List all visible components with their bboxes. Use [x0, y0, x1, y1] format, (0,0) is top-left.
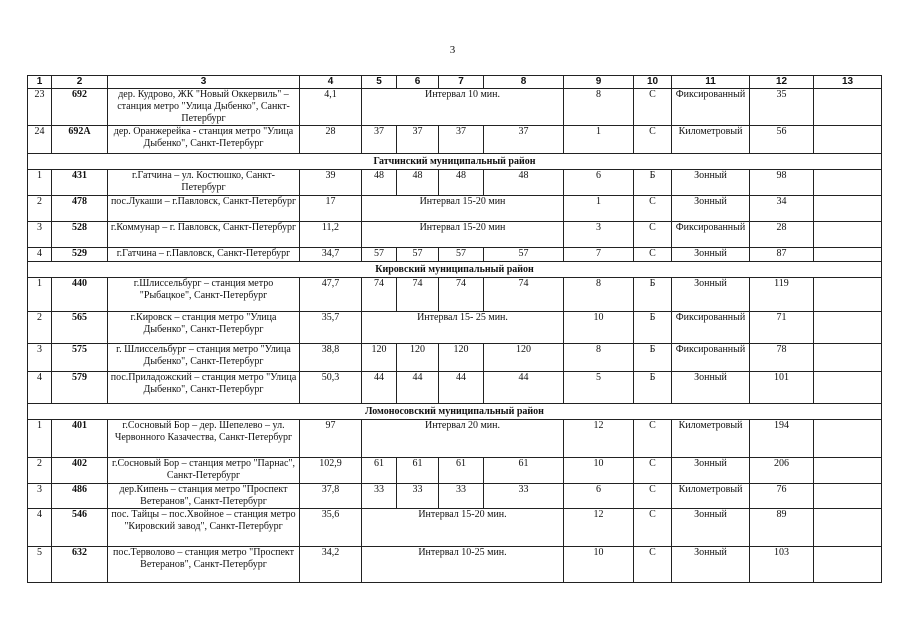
route-row	[28, 196, 882, 222]
route-name-cell: пос.Лукаши – г.Павловск, Санкт-Петербург	[108, 196, 300, 222]
routes-table-body	[28, 76, 882, 583]
route-length-cell: 17	[300, 196, 362, 222]
route-length-cell: 38,8	[300, 344, 362, 372]
col12-cell: 103	[750, 547, 814, 583]
schedule-cell: 74	[484, 278, 564, 312]
class-cell: Б	[634, 278, 672, 312]
route-row	[28, 372, 882, 404]
route-row	[28, 222, 882, 248]
interval-cell: Интервал 10 мин.	[362, 89, 564, 126]
col12-cell: 78	[750, 344, 814, 372]
schedule-cell: 33	[439, 484, 484, 509]
route-number-cell: 546	[52, 509, 108, 547]
route-row	[28, 126, 882, 154]
col13-cell	[814, 222, 882, 248]
route-row	[28, 547, 882, 583]
route-number-cell: 579	[52, 372, 108, 404]
route-length-cell: 4,1	[300, 89, 362, 126]
schedule-cell: 44	[362, 372, 397, 404]
route-length-cell: 50,3	[300, 372, 362, 404]
route-name-cell: г.Гатчина – г.Павловск, Санкт-Петербург	[108, 248, 300, 262]
schedule-cell: 61	[439, 458, 484, 484]
tariff-cell: Зонный	[672, 170, 750, 196]
vehicles-cell: 10	[564, 312, 634, 344]
route-name-cell: г.Сосновый Бор – дер. Шепелево – ул. Червонного Казачества, Санкт-Петербург	[108, 420, 300, 458]
class-cell: С	[634, 196, 672, 222]
col12-cell: 119	[750, 278, 814, 312]
col13-cell	[814, 372, 882, 404]
vehicles-cell: 8	[564, 89, 634, 126]
interval-cell: Интервал 10-25 мин.	[362, 547, 564, 583]
route-length-cell: 102,9	[300, 458, 362, 484]
row-number-cell: 24	[28, 126, 52, 154]
route-number-cell: 565	[52, 312, 108, 344]
tariff-cell: Фиксированный	[672, 222, 750, 248]
tariff-cell: Километровый	[672, 484, 750, 509]
row-number-cell: 4	[28, 509, 52, 547]
header-cell: 12	[750, 76, 814, 89]
header-cell: 5	[362, 76, 397, 89]
row-number-cell: 5	[28, 547, 52, 583]
row-number-cell: 23	[28, 89, 52, 126]
col12-cell: 56	[750, 126, 814, 154]
route-length-cell: 35,6	[300, 509, 362, 547]
schedule-cell: 44	[439, 372, 484, 404]
interval-cell: Интервал 15-20 мин	[362, 222, 564, 248]
schedule-cell: 48	[397, 170, 439, 196]
row-number-cell: 4	[28, 372, 52, 404]
schedule-cell: 120	[439, 344, 484, 372]
tariff-cell: Зонный	[672, 547, 750, 583]
tariff-cell: Зонный	[672, 278, 750, 312]
route-row	[28, 312, 882, 344]
row-number-cell: 2	[28, 312, 52, 344]
route-name-cell: г.Шлиссельбург – станция метро "Рыбацкое", Санкт-Петербург	[108, 278, 300, 312]
vehicles-cell: 3	[564, 222, 634, 248]
schedule-cell: 44	[484, 372, 564, 404]
route-name-cell: дер. Кудрово, ЖК "Новый Оккервиль" – станция метро "Улица Дыбенко", Санкт-Петербург	[108, 89, 300, 126]
col13-cell	[814, 458, 882, 484]
vehicles-cell: 10	[564, 547, 634, 583]
header-cell: 10	[634, 76, 672, 89]
interval-cell: Интервал 15-20 мин	[362, 196, 564, 222]
class-cell: Б	[634, 372, 672, 404]
schedule-cell: 37	[439, 126, 484, 154]
schedule-cell: 48	[362, 170, 397, 196]
col12-cell: 34	[750, 196, 814, 222]
route-length-cell: 11,2	[300, 222, 362, 248]
col13-cell	[814, 248, 882, 262]
col12-cell: 71	[750, 312, 814, 344]
schedule-cell: 120	[362, 344, 397, 372]
col12-cell: 101	[750, 372, 814, 404]
route-row	[28, 420, 882, 458]
schedule-cell: 74	[397, 278, 439, 312]
col13-cell	[814, 170, 882, 196]
route-name-cell: г.Кировск – станция метро "Улица Дыбенко", Санкт-Петербург	[108, 312, 300, 344]
schedule-cell: 57	[484, 248, 564, 262]
interval-cell: Интервал 15- 25 мин.	[362, 312, 564, 344]
vehicles-cell: 8	[564, 344, 634, 372]
class-cell: С	[634, 89, 672, 126]
vehicles-cell: 1	[564, 196, 634, 222]
schedule-cell: 33	[397, 484, 439, 509]
row-number-cell: 1	[28, 420, 52, 458]
class-cell: С	[634, 420, 672, 458]
route-name-cell: г.Сосновый Бор – станция метро "Парнас", Санкт-Петербург	[108, 458, 300, 484]
route-row	[28, 484, 882, 509]
col12-cell: 194	[750, 420, 814, 458]
route-name-cell: г. Шлиссельбург – станция метро "Улица Дыбенко", Санкт-Петербург	[108, 344, 300, 372]
schedule-cell: 74	[362, 278, 397, 312]
vehicles-cell: 1	[564, 126, 634, 154]
vehicles-cell: 6	[564, 484, 634, 509]
route-length-cell: 39	[300, 170, 362, 196]
route-number-cell: 431	[52, 170, 108, 196]
col13-cell	[814, 484, 882, 509]
class-cell: С	[634, 547, 672, 583]
col12-cell: 89	[750, 509, 814, 547]
route-name-cell: пос. Тайцы – пос.Хвойное – станция метро "Кировский завод", Санкт-Петербург	[108, 509, 300, 547]
route-name-cell: дер. Оранжерейка - станция метро "Улица Дыбенко", Санкт-Петербург	[108, 126, 300, 154]
route-length-cell: 28	[300, 126, 362, 154]
schedule-cell: 48	[439, 170, 484, 196]
route-length-cell: 34,7	[300, 248, 362, 262]
route-number-cell: 528	[52, 222, 108, 248]
header-cell: 7	[439, 76, 484, 89]
header-cell: 3	[108, 76, 300, 89]
district-section-row	[28, 154, 882, 170]
route-number-cell: 692А	[52, 126, 108, 154]
header-cell: 8	[484, 76, 564, 89]
tariff-cell: Фиксированный	[672, 89, 750, 126]
tariff-cell: Зонный	[672, 458, 750, 484]
tariff-cell: Зонный	[672, 248, 750, 262]
route-row	[28, 248, 882, 262]
col13-cell	[814, 126, 882, 154]
header-cell: 9	[564, 76, 634, 89]
schedule-cell: 61	[484, 458, 564, 484]
col12-cell: 87	[750, 248, 814, 262]
schedule-cell: 57	[439, 248, 484, 262]
district-title: Ломоносовский муниципальный район	[28, 404, 882, 420]
col12-cell: 28	[750, 222, 814, 248]
route-number-cell: 575	[52, 344, 108, 372]
col13-cell	[814, 312, 882, 344]
route-name-cell: пос.Приладожский – станция метро "Улица Дыбенко", Санкт-Петербург	[108, 372, 300, 404]
tariff-cell: Зонный	[672, 509, 750, 547]
col13-cell	[814, 196, 882, 222]
route-number-cell: 401	[52, 420, 108, 458]
route-number-cell: 440	[52, 278, 108, 312]
schedule-cell: 33	[484, 484, 564, 509]
col13-cell	[814, 547, 882, 583]
district-title: Гатчинский муниципальный район	[28, 154, 882, 170]
class-cell: С	[634, 248, 672, 262]
header-cell: 4	[300, 76, 362, 89]
route-number-cell: 692	[52, 89, 108, 126]
header-cell: 6	[397, 76, 439, 89]
schedule-cell: 37	[397, 126, 439, 154]
class-cell: Б	[634, 170, 672, 196]
header-cell: 13	[814, 76, 882, 89]
district-section-row	[28, 262, 882, 278]
class-cell: С	[634, 222, 672, 248]
class-cell: С	[634, 484, 672, 509]
route-number-cell: 478	[52, 196, 108, 222]
row-number-cell: 3	[28, 222, 52, 248]
route-length-cell: 47,7	[300, 278, 362, 312]
header-cell: 11	[672, 76, 750, 89]
row-number-cell: 1	[28, 278, 52, 312]
route-number-cell: 486	[52, 484, 108, 509]
route-row	[28, 344, 882, 372]
route-length-cell: 34,2	[300, 547, 362, 583]
route-number-cell: 632	[52, 547, 108, 583]
schedule-cell: 57	[362, 248, 397, 262]
row-number-cell: 4	[28, 248, 52, 262]
col13-cell	[814, 89, 882, 126]
routes-table	[27, 75, 882, 583]
row-number-cell: 1	[28, 170, 52, 196]
tariff-cell: Километровый	[672, 420, 750, 458]
col13-cell	[814, 344, 882, 372]
schedule-cell: 120	[397, 344, 439, 372]
header-cell: 1	[28, 76, 52, 89]
schedule-cell: 37	[362, 126, 397, 154]
col13-cell	[814, 509, 882, 547]
header-cell: 2	[52, 76, 108, 89]
vehicles-cell: 5	[564, 372, 634, 404]
tariff-cell: Зонный	[672, 372, 750, 404]
tariff-cell: Фиксированный	[672, 344, 750, 372]
vehicles-cell: 10	[564, 458, 634, 484]
page-number: 3	[449, 44, 456, 56]
route-name-cell: г.Гатчина – ул. Костюшко, Санкт-Петербург	[108, 170, 300, 196]
interval-cell: Интервал 15-20 мин.	[362, 509, 564, 547]
tariff-cell: Фиксированный	[672, 312, 750, 344]
route-number-cell: 529	[52, 248, 108, 262]
col13-cell	[814, 420, 882, 458]
col12-cell: 98	[750, 170, 814, 196]
schedule-cell: 37	[484, 126, 564, 154]
route-row	[28, 278, 882, 312]
vehicles-cell: 8	[564, 278, 634, 312]
interval-cell: Интервал 20 мин.	[362, 420, 564, 458]
schedule-cell: 61	[397, 458, 439, 484]
class-cell: Б	[634, 344, 672, 372]
class-cell: С	[634, 458, 672, 484]
col12-cell: 35	[750, 89, 814, 126]
route-length-cell: 37,8	[300, 484, 362, 509]
schedule-cell: 61	[362, 458, 397, 484]
vehicles-cell: 7	[564, 248, 634, 262]
schedule-cell: 33	[362, 484, 397, 509]
col12-cell: 76	[750, 484, 814, 509]
schedule-cell: 74	[439, 278, 484, 312]
row-number-cell: 3	[28, 344, 52, 372]
route-name-cell: пос.Терволово – станция метро "Проспект Ветеранов", Санкт-Петербург	[108, 547, 300, 583]
col12-cell: 206	[750, 458, 814, 484]
route-name-cell: дер.Кипень – станция метро "Проспект Ветеранов", Санкт-Петербург	[108, 484, 300, 509]
route-name-cell: г.Коммунар – г. Павловск, Санкт-Петербург	[108, 222, 300, 248]
tariff-cell: Километровый	[672, 126, 750, 154]
row-number-cell: 2	[28, 458, 52, 484]
vehicles-cell: 6	[564, 170, 634, 196]
row-number-cell: 3	[28, 484, 52, 509]
schedule-cell: 120	[484, 344, 564, 372]
class-cell: Б	[634, 312, 672, 344]
row-number-cell: 2	[28, 196, 52, 222]
route-row	[28, 170, 882, 196]
vehicles-cell: 12	[564, 420, 634, 458]
schedule-cell: 44	[397, 372, 439, 404]
col13-cell	[814, 278, 882, 312]
route-row	[28, 458, 882, 484]
district-section-row	[28, 404, 882, 420]
route-number-cell: 402	[52, 458, 108, 484]
route-row	[28, 89, 882, 126]
header-row	[28, 76, 882, 89]
route-length-cell: 35,7	[300, 312, 362, 344]
tariff-cell: Зонный	[672, 196, 750, 222]
class-cell: С	[634, 126, 672, 154]
schedule-cell: 48	[484, 170, 564, 196]
district-title: Кировский муниципальный район	[28, 262, 882, 278]
class-cell: С	[634, 509, 672, 547]
route-row	[28, 509, 882, 547]
route-length-cell: 97	[300, 420, 362, 458]
vehicles-cell: 12	[564, 509, 634, 547]
schedule-cell: 57	[397, 248, 439, 262]
